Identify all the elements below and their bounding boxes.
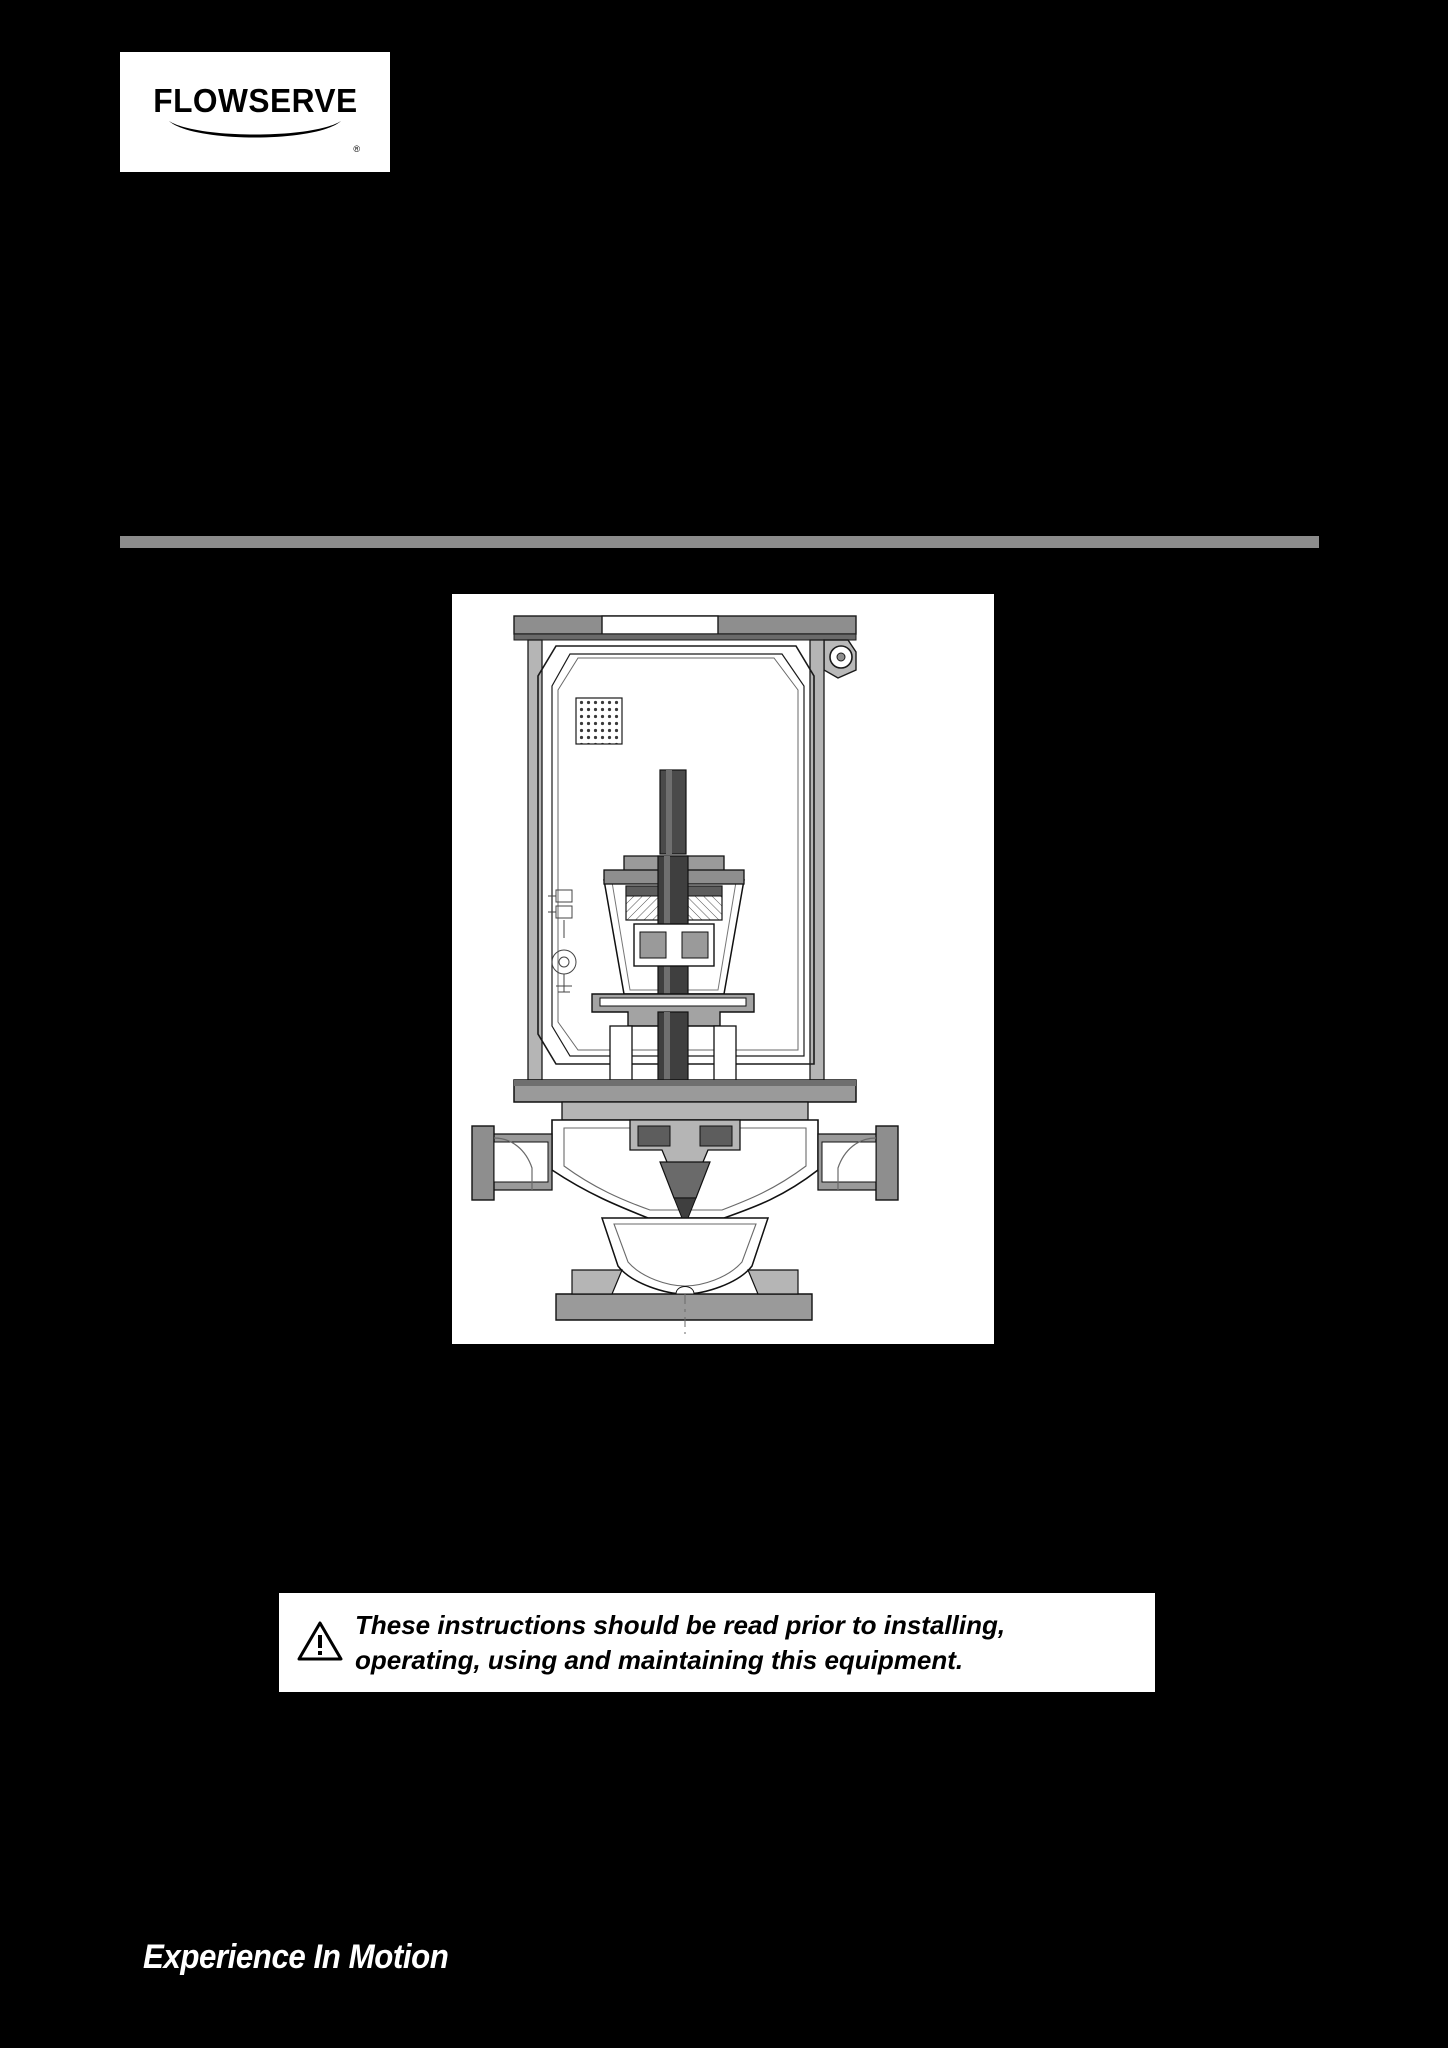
flowserve-logo [120,52,390,172]
logo-wordmark: FLOWSERVE [152,81,358,119]
warning-notice-line2: operating, using and maintaining this equipment. [355,1644,964,1675]
logo-registered-mark: ® [353,144,360,154]
pump-drawing [452,594,994,1344]
warning-notice [277,1591,1157,1694]
footer-tagline: Experience In Motion [143,1938,449,1976]
warning-notice-line1: These instructions should be read prior to installing, [355,1609,1006,1640]
pump-cross-section-figure [452,594,994,1344]
warning-notice-text [355,1608,1005,1677]
warning-triangle-icon [297,1620,343,1662]
logo-swoosh-icon [167,119,343,141]
header-divider-rule [120,536,1319,548]
